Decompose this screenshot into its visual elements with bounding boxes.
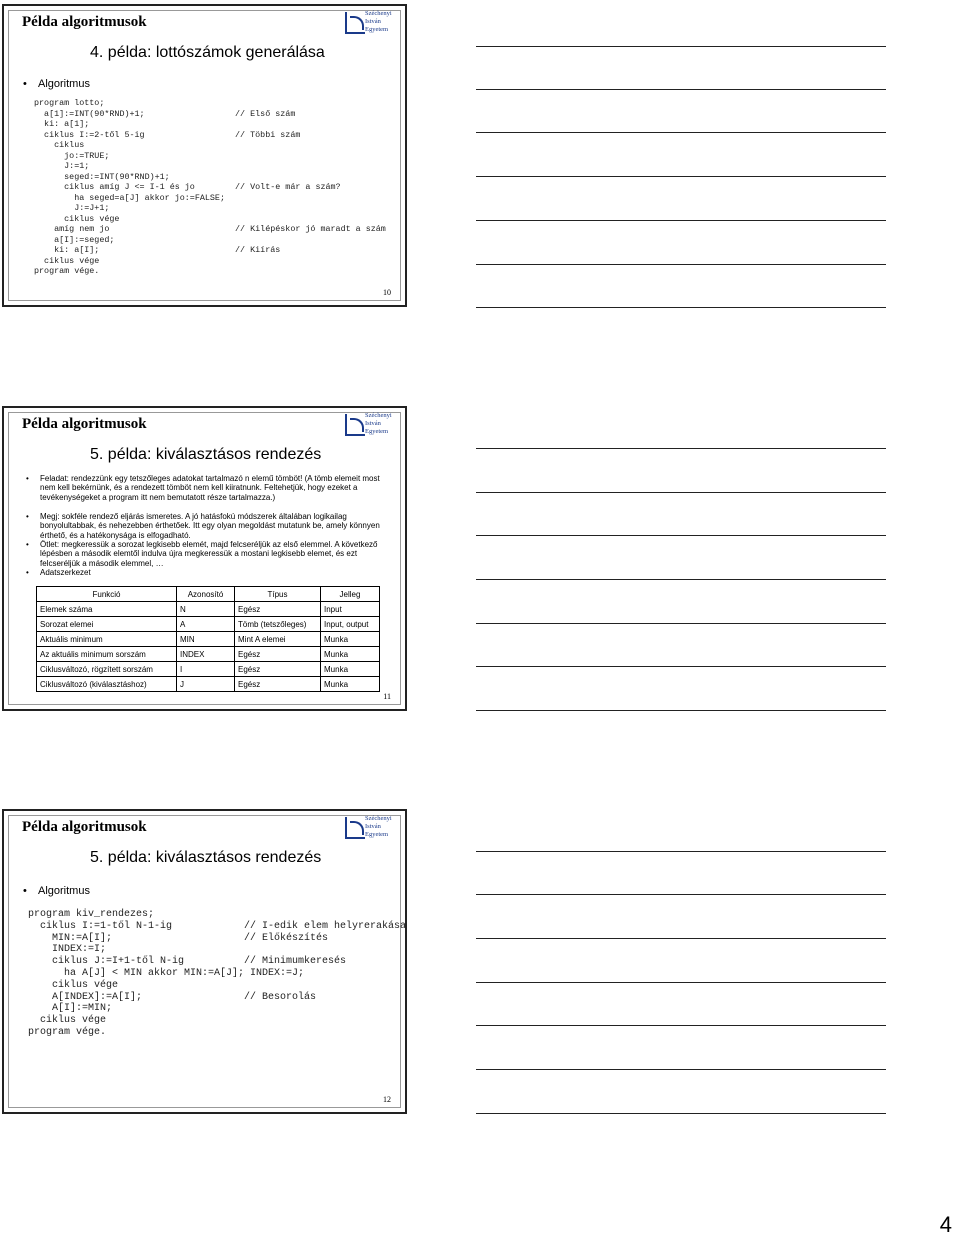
paragraph-data-structure: • Adatszerkezet (40, 568, 380, 577)
slide-header: Példa algoritmusok (22, 14, 147, 30)
slide-number: 10 (383, 288, 391, 297)
slide-header: Példa algoritmusok (22, 416, 147, 432)
paragraph-idea: • Ötlet: megkeressük a sorozat legkisebb elemét, majd felcseréljük az első elemmel. A következő lépésben a második elemtől indulva újra megkeressük a mostani legkisebb elemet, és ezt felcseréljük a második elemmel, … (40, 540, 380, 568)
paragraph-note: • Megj: sokféle rendező eljárás ismeretes. A jó hatásfokú módszerek általában logikailag bonyolultabbak, és nehezebben érthetőek. Itt egy olyan megoldást mutatunk be, amely könnyen érthető, és a hatékonysága is elfogadható. (40, 512, 380, 540)
slide-number: 12 (383, 1095, 391, 1104)
table-header-row: Funkció Azonosító Típus Jelleg (37, 587, 380, 602)
logo-icon (345, 414, 365, 436)
page-number: 4 (939, 1212, 952, 1237)
data-structure-table (36, 586, 380, 692)
slide-number: 11 (383, 692, 391, 701)
bullet-item: • Algoritmus (38, 885, 90, 897)
university-logo: Széchenyi István Egyetem (345, 815, 397, 841)
slide-header: Példa algoritmusok (22, 819, 147, 835)
slide-title: 5. példa: kiválasztásos rendezés (90, 849, 322, 866)
slide-12 (2, 809, 407, 1114)
code-block: program lotto; a[1]:=INT(90*RND)+1; // Első szám ki: a[1]; ciklus I:=2-től 5-ig // Többi szám ciklus jo:=TRUE; J:=1; seged:=INT(90*RND)+1; ciklus amíg J <= I-1 és jo // Volt-e már a szám? ha seged=a[J] akkor jo:=FALSE; J:=J+1; ciklus vége amíg nem jo // Kilépéskor jó maradt a szám a[I]:=seged; ki: a[I]; // Kiírás ciklus vége program vége. (34, 98, 386, 276)
logo-icon (345, 817, 365, 839)
table-row: Ciklusváltozó, rögzített sorszám I Egész Munka (37, 662, 380, 677)
bullet-item: • Algoritmus (38, 78, 90, 90)
table-row: Aktuális minimum MIN Mint A elemei Munka (37, 632, 380, 647)
table-row: Elemek száma N Egész Input (37, 602, 380, 617)
code-block: program kiv_rendezes; ciklus I:=1-től N-1-ig // I-edik elem helyrerakása MIN:=A[I]; // Előkészítés INDEX:=I; ciklus J:=I+1-től N-ig // Minimumkeresés ha A[J] < MIN akkor MIN:=A[J]; INDEX:=J; ciklus vége A[INDEX]:=A[I]; // Besorolás A[I]:=MIN; ciklus vége program vége. (28, 909, 407, 1038)
logo-icon (345, 12, 365, 34)
slide-title: 5. példa: kiválasztásos rendezés (90, 446, 322, 463)
university-logo: Széchenyi István Egyetem (345, 412, 397, 438)
table-row: Ciklusváltozó (kiválasztáshoz) J Egész Munka (37, 677, 380, 692)
table-row: Sorozat elemei A Tömb (tetszőleges) Input, output (37, 617, 380, 632)
paragraph-task: • Feladat: rendezzünk egy tetszőleges adatokat tartalmazó n elemű tömböt! (A tömb elemeit most nem kell bekérnünk, és a rendezett tömböt nem kell kiiratnunk. Feltehetjük, hogy ezeket a tevékenységeket a program itt nem bemutatott része tartalmazza.) (40, 474, 380, 502)
slide-10 (2, 4, 407, 307)
university-logo: Széchenyi István Egyetem (345, 10, 397, 36)
table-row: Az aktuális minimum sorszám INDEX Egész Munka (37, 647, 380, 662)
slide-11 (2, 406, 407, 711)
slide-title: 4. példa: lottószámok generálása (90, 44, 325, 61)
